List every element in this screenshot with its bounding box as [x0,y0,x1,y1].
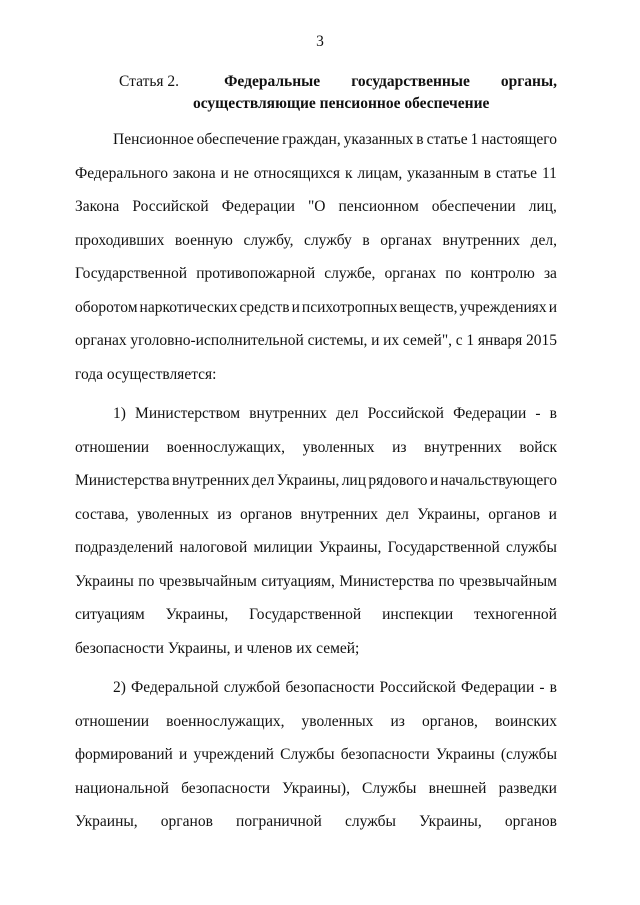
word: и [548,298,557,316]
text-line [75,224,557,258]
word: Украины), [282,779,350,797]
word: оборотом [75,298,138,316]
word: Федерации [453,405,527,422]
word: их [383,332,400,349]
word: дел [335,405,359,422]
word: воинских [494,712,557,730]
word: внутренних [442,231,521,249]
word: Министерства [339,572,434,590]
word: Государственной [387,539,500,556]
word: Российской [379,679,456,696]
word: органов [488,505,541,523]
word: безопасности [75,639,168,657]
word: Федеральной [131,679,219,696]
word: "О [307,198,326,215]
text-line [75,531,557,565]
word: контролю [470,265,535,282]
word: дел [386,505,409,523]
text-line [75,671,557,705]
word: службой [223,679,281,696]
word: обеспечение [196,131,280,148]
word: 1 [470,131,479,148]
word: - [539,679,545,696]
word: ситуациям, [261,572,335,590]
word: в [483,164,492,182]
word: по [138,572,155,590]
word: противопожарной [196,265,316,282]
article-heading-line-1 [119,71,557,93]
word: в [549,405,557,422]
word: указанным [407,164,479,182]
word: органах [380,231,432,249]
word: осуществляется: [106,365,217,383]
word: отношении [75,712,150,730]
text-line [75,157,557,191]
word: и [220,164,229,182]
word: Украины, [417,505,480,523]
word: органах [75,332,127,349]
text-line [75,123,557,157]
word: Украины, [318,539,382,556]
word: Российской [132,198,209,215]
word: средств [239,298,290,316]
word: разведки [498,779,557,797]
word: внутренних [249,405,327,422]
word: уволенных [301,712,374,730]
word: военнослужащих, [166,438,286,456]
word: настоящего [481,131,557,148]
word: органов [504,813,557,830]
word: по [438,572,455,590]
text-line [75,358,557,392]
word: Российской [367,405,444,422]
word: пограничной [236,813,322,830]
word: уволенных [136,505,209,523]
word: безопасности [285,679,375,696]
article-body [75,123,557,839]
word: в [362,231,370,249]
word: чрезвычайным [158,572,257,590]
word: обеспечении [431,198,516,215]
text-line [75,705,557,739]
text-line [75,190,557,224]
word: проходивших [75,231,165,249]
word: пенсионном [338,198,419,215]
word: - [535,405,541,422]
text-line [75,498,557,532]
word: лиц [341,472,367,489]
paragraph [75,123,557,391]
word: с [455,332,463,349]
word: органов, [421,712,478,730]
word: военную [174,231,233,249]
word: дел [251,472,275,489]
word: начальствующего [440,472,557,489]
word: Пенсионное [113,131,194,148]
word: Украины [435,746,495,763]
article-heading-line-2: осуществляющие пенсионное обеспечение [193,95,490,112]
word: органов [160,813,213,830]
word: внутренних [424,438,502,456]
word: Министерством [135,405,241,422]
word: Украины, [75,813,138,830]
text-line [75,805,557,839]
word: системы, [307,332,368,349]
word: налоговой [179,539,248,556]
word: их [296,639,317,657]
word: (службы [500,746,557,763]
article-heading [119,71,557,115]
word: за [543,265,557,282]
word: рядового [368,472,428,489]
word: Украины [75,572,134,590]
word: семей", [402,332,453,349]
word: лиц, [528,198,557,215]
word: и [429,472,439,489]
word: войск [519,438,557,456]
word: Украины, [276,472,340,489]
word: внутренних [300,505,378,523]
word: января [477,332,523,349]
text-line [75,464,557,498]
word: военнослужащих, [166,712,285,730]
word: ситуациям [75,606,145,623]
word: внешней [428,779,487,797]
word: наркотических [139,298,238,316]
word: 1 [466,332,475,349]
word: по [445,265,462,282]
page-number: 3 [316,33,324,50]
word: безопасности [340,746,430,763]
word: уволенных [302,438,375,456]
word: года [75,365,107,383]
article-title-word: государственные [351,73,470,90]
word: Службы [280,746,335,763]
paragraph [75,397,557,665]
word: Закона [75,198,120,215]
word: чрезвычайным [459,572,557,590]
text-line [75,431,557,465]
word: 1) [113,405,126,422]
word: состава, [75,505,129,523]
word: внутренних [171,472,250,489]
word: органах [384,265,437,282]
word: в [549,679,557,696]
word: граждан, [282,131,341,148]
word: не [233,164,249,182]
word: из [217,505,232,523]
word: 2015 [525,332,557,349]
word: отношении [75,438,150,456]
word: учреждений [193,746,274,763]
word: подразделений [75,539,174,556]
text-line [75,632,557,666]
word: Украины, [167,639,235,657]
word: из [392,438,407,456]
word: Службы [362,779,417,797]
word: безопасности [181,779,271,797]
word: членов [246,639,297,657]
word: и [178,746,188,763]
text-line [75,291,557,325]
text-line [75,738,557,772]
word: и [291,298,300,316]
word: уголовно-исполнительной [130,332,304,349]
word: Государственной [75,265,188,282]
word: техногенной [474,606,557,623]
word: и [371,332,380,349]
word: органов [239,505,293,523]
word: Украины, [419,813,482,830]
word: службы [505,539,557,556]
word: статье [496,164,538,182]
article-title-word: Федеральные [224,73,321,90]
word: 11 [541,164,557,182]
word: психотропных [301,298,398,316]
word: формирований [75,746,173,763]
word: веществ, [399,298,458,316]
word: указанных [343,131,414,148]
word: Государственной [249,606,362,623]
word: учреждениях [459,298,547,316]
word: национальной [75,779,169,797]
word: к [344,164,353,182]
word: статье [426,131,468,148]
text-line [75,324,557,358]
text-line [75,772,557,806]
word: Федерального [75,164,169,182]
word: лицам, [357,164,403,182]
word: и [548,505,557,523]
word: службу [304,231,352,249]
word: закона [172,164,216,182]
article-title-word: органы, [500,73,557,90]
word: службе, [324,265,376,282]
word: 2) [113,679,126,696]
paragraph [75,671,557,839]
word: Украины, [165,606,229,623]
text-line [75,257,557,291]
word: из [390,712,405,730]
word: и [234,639,247,657]
word: Министерства [75,472,170,489]
word: милиции [253,539,313,556]
word: службу, [243,231,294,249]
text-line [75,565,557,599]
word: в [416,131,424,148]
word: инспекции [382,606,454,623]
text-line [75,598,557,632]
word: дел, [530,231,557,249]
word: семей; [316,639,360,657]
word: Федерации [461,679,535,696]
word: службы [344,813,396,830]
article-label: Статья 2. [119,73,180,90]
word: относящихся [253,164,341,182]
word: Федерации [221,198,295,215]
text-line [75,397,557,431]
